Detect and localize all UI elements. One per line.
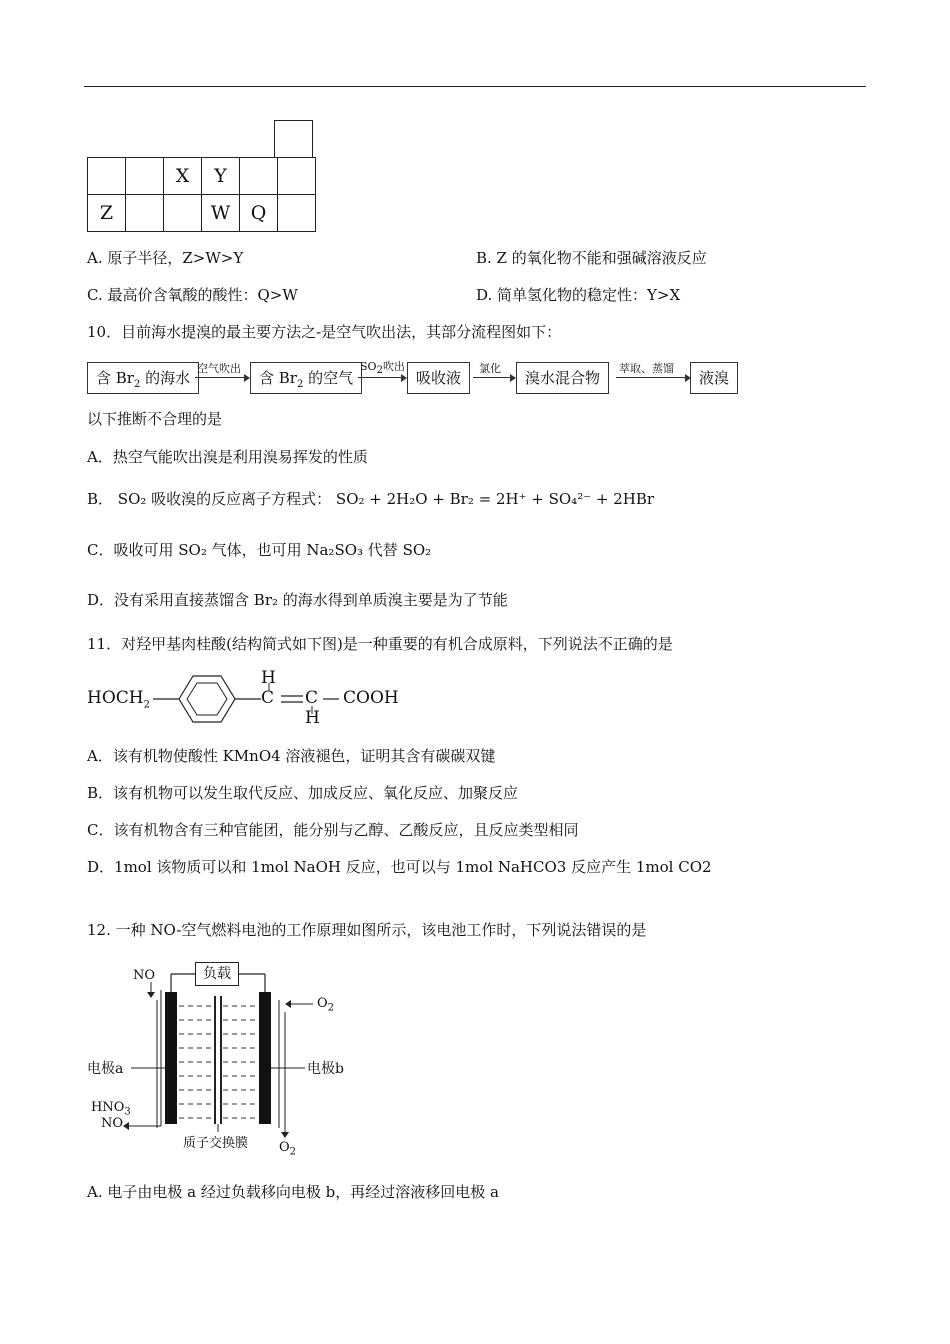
periodic-cell-q: Q [240, 195, 278, 232]
flow-arrow4-label: 萃取、蒸馏 [619, 362, 674, 375]
membrane-label: 质子交换膜 [183, 1136, 249, 1151]
periodic-cell-w: W [202, 195, 240, 232]
q10-option-d: D．没有采用直接蒸馏含 Br₂ 的海水得到单质溴主要是为了节能 [87, 591, 508, 609]
q12-option-a: A. 电子由电极 a 经过负载移向电极 b，再经过溶液移回电极 a [87, 1183, 499, 1201]
periodic-cell-x: X [164, 158, 202, 195]
periodic-cell [164, 195, 202, 232]
flow-box1-text-post: 的海水 [140, 369, 191, 387]
electrode-b-label: 电极b [307, 1061, 344, 1077]
o2-outlet-text: O [279, 1140, 290, 1155]
periodic-cell [240, 158, 278, 195]
fuel-cell-diagram [87, 960, 367, 1160]
q11-option-b: B．该有机物可以发生取代反应、加成反应、氧化反应、加聚反应 [87, 784, 519, 802]
cooh-group: COOH [343, 688, 399, 708]
flow-arrow2-label-pre: SO [360, 360, 377, 373]
q9-option-a: A. 原子半径，Z>W>Y [87, 249, 244, 267]
hno3-sub: 3 [124, 1106, 131, 1118]
flow-box-absorbent: 吸收液 [407, 362, 470, 394]
flow-arrow2-label-post: 吹出 [382, 360, 405, 373]
q11-option-c: C．该有机物含有三种官能团，能分别与乙醇、乙酸反应，且反应类型相同 [87, 821, 579, 839]
header-rule [84, 86, 866, 87]
q11-option-a: A．该有机物使酸性 KMnO4 溶液褪色，证明其含有碳碳双键 [87, 747, 496, 765]
q10-option-a: A．热空气能吹出溴是利用溴易挥发的性质 [87, 448, 368, 466]
o2-inlet-label [317, 996, 334, 1014]
flow-arrow3-label: 氯化 [479, 362, 501, 375]
h-top: H [261, 668, 276, 688]
carbon-2: C [305, 688, 319, 708]
o2-inlet-sub: 2 [327, 1002, 335, 1014]
flow-arrow2-label-sub: 2 [376, 365, 383, 377]
q10-flowchart [87, 360, 757, 396]
periodic-cell-y: Y [202, 158, 240, 195]
q9-option-b: B. Z 的氧化物不能和强碱溶液反应 [476, 249, 707, 267]
no-outlet-label: NO [101, 1116, 124, 1131]
flow-box2-text: 含 Br [259, 369, 297, 387]
hno3-text: HNO [91, 1100, 125, 1115]
q9-option-d: D. 简单氢化物的稳定性：Y>X [476, 286, 681, 304]
periodic-cell [88, 158, 126, 195]
flow-box1-sub: 2 [133, 379, 141, 390]
electrode-a-label: 电极a [87, 1061, 124, 1077]
periodic-table-row [88, 158, 316, 195]
o2-outlet-label [279, 1140, 296, 1158]
flow-arrow1-label: 空气吹出 [197, 362, 241, 375]
periodic-table [87, 157, 316, 232]
flow-box2-text-post: 的空气 [303, 369, 354, 387]
flow-arrow1 [195, 377, 247, 378]
q10-question: 以下推断不合理的是 [87, 410, 223, 428]
q11-option-d: D．1mol 该物质可以和 1mol NaOH 反应，也可以与 1mol NaHCO3 反应产生 1mol CO2 [87, 858, 712, 876]
flow-box-liquid-bromine: 液溴 [690, 362, 738, 394]
flow-arrow2-label [360, 358, 405, 376]
q12-stem: 12. 一种 NO-空气燃料电池的工作原理如图所示，该电池工作时，下列说法错误的是 [87, 921, 647, 939]
load-box: 负载 [195, 962, 239, 986]
hoch2-sub: 2 [143, 699, 150, 711]
q10-option-c: C．吸收可用 SO₂ 气体，也可用 Na₂SO₃ 代替 SO₂ [87, 541, 432, 559]
h-bottom: H [305, 708, 320, 728]
flow-arrow4 [616, 377, 688, 378]
q10-stem: 10．目前海水提溴的最主要方法之-是空气吹出法，其部分流程图如下： [87, 323, 562, 341]
q11-structure-formula [87, 668, 417, 728]
q9-option-c: C. 最高价含氧酸的酸性：Q>W [87, 286, 298, 304]
q11-stem: 11．对羟甲基肉桂酸(结构简式如下图)是一种重要的有机合成原料，下列说法不正确的是 [87, 635, 673, 653]
periodic-table-top-cell [274, 120, 313, 158]
hoch2-group [87, 688, 150, 710]
no-inlet-label: NO [133, 968, 156, 983]
periodic-cell-z: Z [88, 195, 126, 232]
q10-option-b: B． SO₂ 吸收溴的反应离子方程式： SO₂ + 2H₂O + Br₂ = 2H⁺ + SO₄²⁻ + 2HBr [87, 490, 655, 508]
o2-outlet-sub: 2 [289, 1146, 297, 1158]
flow-box-air [250, 362, 362, 394]
periodic-cell [278, 158, 316, 195]
o2-inlet-text: O [317, 996, 328, 1011]
hno3-outlet-label [91, 1100, 131, 1118]
flow-box2-sub: 2 [296, 379, 304, 390]
flow-box-bromine-water: 溴水混合物 [516, 362, 609, 394]
carbon-1: C [261, 688, 275, 708]
flow-box1-text: 含 Br [96, 369, 134, 387]
flow-box-seawater [87, 362, 199, 394]
periodic-table-row [88, 195, 316, 232]
flow-arrow3 [473, 377, 513, 378]
periodic-cell [278, 195, 316, 232]
hoch2-text: HOCH [87, 688, 144, 708]
periodic-cell [126, 158, 164, 195]
flow-arrow2 [358, 377, 404, 378]
periodic-cell [126, 195, 164, 232]
